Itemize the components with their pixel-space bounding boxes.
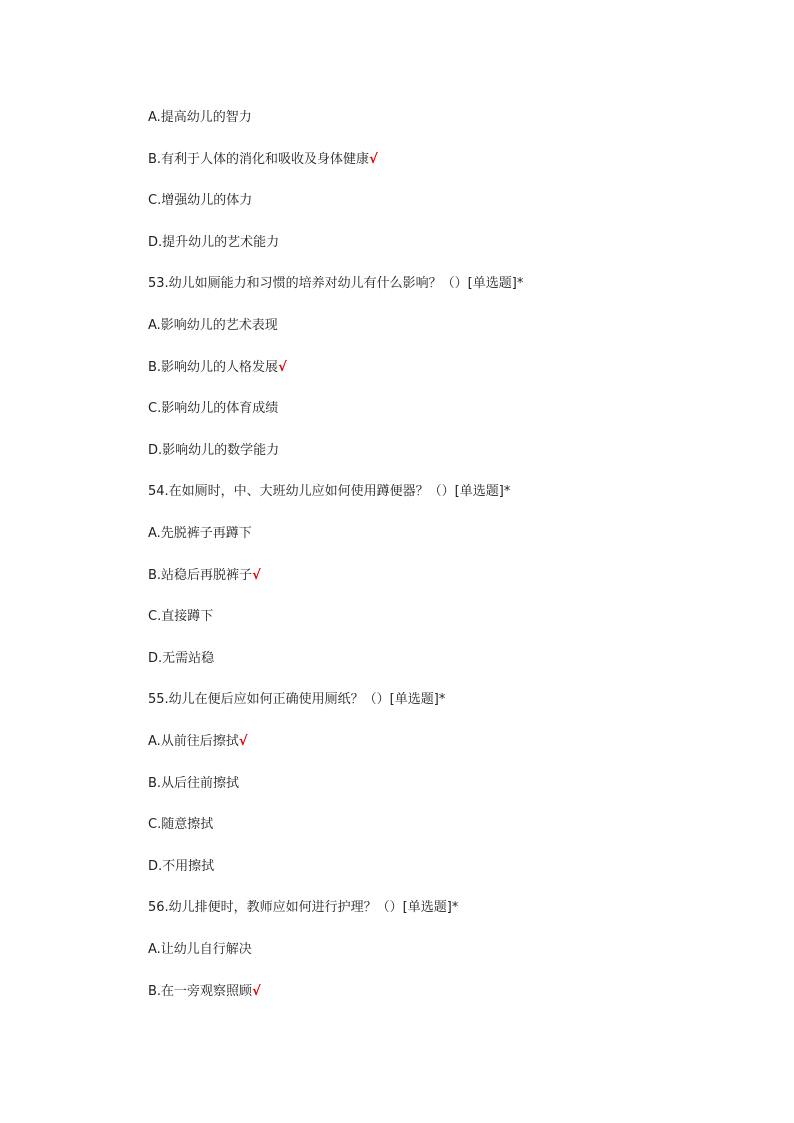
line-text: B.在一旁观察照顾: [148, 984, 253, 999]
option-line: [148, 443, 279, 459]
option-line: [148, 859, 214, 875]
question-line: [148, 900, 458, 916]
line-text: 55.幼儿在便后应如何正确使用厕纸？（）[单选题]*: [148, 692, 446, 707]
line-text: D.提升幼儿的艺术能力: [148, 235, 280, 250]
option-line: [148, 651, 214, 667]
option-line: [148, 152, 378, 168]
line-text: C.随意擦拭: [148, 817, 214, 832]
option-line: [148, 609, 213, 625]
option-line: [148, 568, 261, 584]
check-mark: √: [252, 568, 261, 583]
question-line: [148, 692, 445, 708]
option-line: [148, 734, 247, 750]
line-text: D.影响幼儿的数学能力: [148, 443, 280, 458]
line-text: C.影响幼儿的体育成绩: [148, 401, 279, 416]
option-line: [148, 193, 252, 209]
line-text: B.影响幼儿的人格发展: [148, 360, 279, 375]
line-text: A.从前往后擦拭: [148, 734, 239, 749]
question-line: [148, 276, 523, 292]
option-line: [148, 984, 261, 1000]
option-line: [148, 360, 287, 376]
option-line: [148, 526, 252, 542]
option-line: [148, 401, 278, 417]
line-text: B.站稳后再脱裤子: [148, 568, 253, 583]
line-text: 56.幼儿排便时，教师应如何进行护理？（）[单选题]*: [148, 900, 459, 915]
line-text: 54.在如厕时，中、大班幼儿应如何使用蹲便器？（）[单选题]*: [148, 484, 511, 499]
check-mark: √: [252, 984, 261, 999]
line-text: B.从后往前擦拭: [148, 776, 240, 791]
line-text: A.提高幼儿的智力: [148, 110, 252, 125]
option-line: [148, 110, 252, 126]
line-text: 53.幼儿如厕能力和习惯的培养对幼儿有什么影响？（）[单选题]*: [148, 276, 524, 291]
option-line: [148, 776, 239, 792]
option-line: [148, 942, 252, 958]
option-line: [148, 318, 278, 334]
line-text: D.不用擦拭: [148, 859, 215, 874]
check-mark: √: [238, 734, 248, 749]
line-text: A.先脱裤子再蹲下: [148, 526, 252, 541]
line-text: B.有利于人体的消化和吸收及身体健康: [148, 152, 370, 167]
line-text: D.无需站稳: [148, 651, 215, 666]
line-text: A.让幼儿自行解决: [148, 942, 252, 957]
question-line: [148, 484, 510, 500]
option-line: [148, 235, 279, 251]
line-text: C.增强幼儿的体力: [148, 193, 253, 208]
line-text: A.影响幼儿的艺术表现: [148, 318, 278, 333]
line-text: C.直接蹲下: [148, 609, 214, 624]
option-line: [148, 817, 213, 833]
check-mark: √: [369, 152, 378, 167]
check-mark: √: [278, 360, 287, 375]
